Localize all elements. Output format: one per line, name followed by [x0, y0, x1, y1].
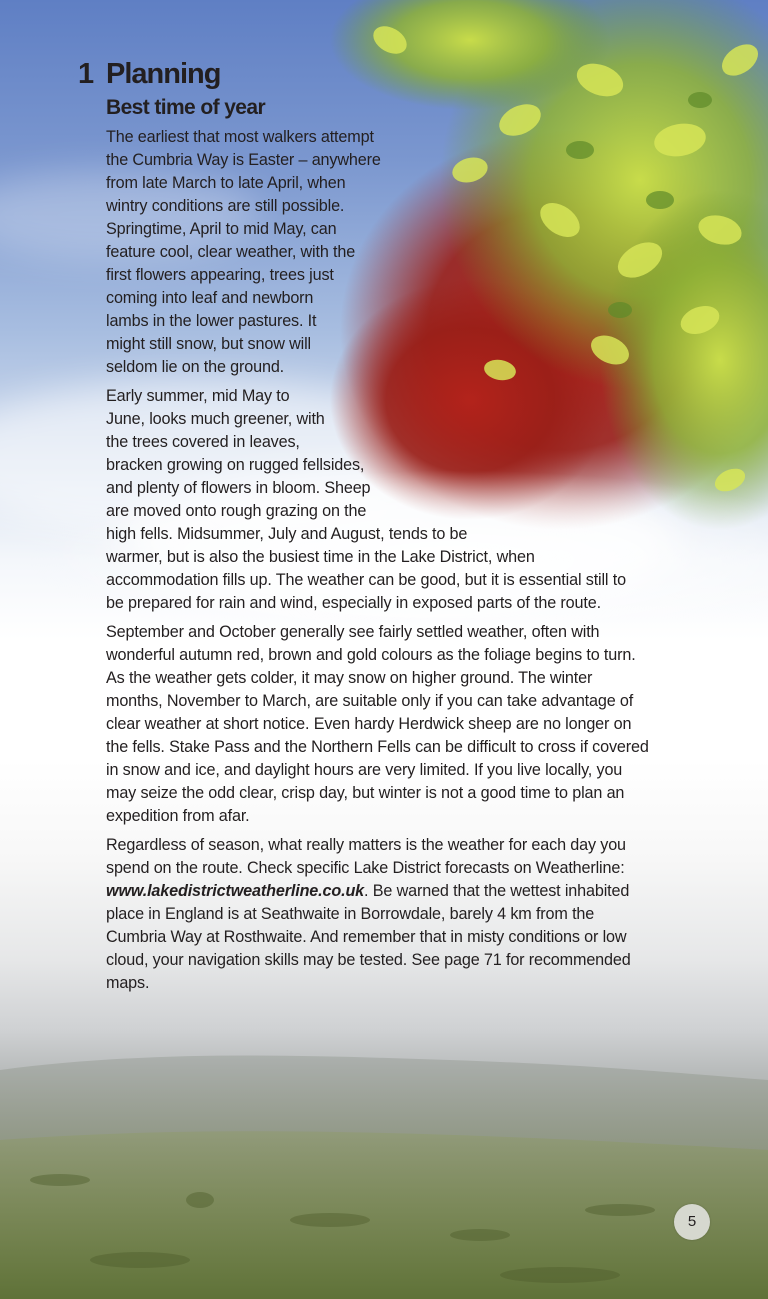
text-line: high fells. Midsummer, July and August, tends to be	[106, 525, 468, 543]
paragraph-weather	[106, 834, 706, 995]
text-line: wonderful autumn red, brown and gold colours as the foliage begins to turn.	[106, 646, 636, 664]
text-line: spend on the route. Check specific Lake District forecasts on Weatherline:	[106, 859, 625, 877]
paragraph-autumn-winter	[106, 621, 706, 828]
body-text	[106, 126, 706, 1001]
text-line: seldom lie on the ground.	[106, 358, 285, 376]
text-line: accommodation fills up. The weather can be good, but it is essential still to	[106, 571, 626, 589]
text-line: clear weather at short notice. Even hardy Herdwick sheep are no longer on	[106, 715, 632, 733]
text-line: lambs in the lower pastures. It	[106, 312, 317, 330]
text-line: expedition from afar.	[106, 807, 250, 825]
text-line: Regardless of season, what really matters is the weather for each day you	[106, 836, 626, 854]
weatherline-link[interactable]: www.lakedistrictweatherline.co.uk	[106, 882, 365, 900]
text-fragment: . Be warned that the wettest inhabited	[364, 882, 630, 900]
text-line	[106, 880, 706, 903]
text-line: maps.	[106, 974, 150, 992]
text-line: place in England is at Seathwaite in Borrowdale, barely 4 km from the	[106, 905, 595, 923]
text-line: are moved onto rough grazing on the	[106, 502, 367, 520]
text-line: the trees covered in leaves,	[106, 433, 300, 451]
text-line: September and October generally see fairly settled weather, often with	[106, 623, 600, 641]
text-line: might still snow, but snow will	[106, 335, 311, 353]
text-line: first flowers appearing, trees just	[106, 266, 334, 284]
text-line: in snow and ice, and daylight hours are very limited. If you live locally, you	[106, 761, 623, 779]
text-line: may seize the odd clear, crisp day, but winter is not a good time to plan an	[106, 784, 625, 802]
text-line: June, looks much greener, with	[106, 410, 325, 428]
paragraph-summer	[106, 385, 706, 615]
text-line: bracken growing on rugged fellsides,	[106, 456, 365, 474]
text-line: Springtime, April to mid May, can	[106, 220, 337, 238]
moorland-hills-image	[0, 1030, 768, 1299]
text-line: the fells. Stake Pass and the Northern Fells can be difficult to cross if covered	[106, 738, 649, 756]
text-line: the Cumbria Way is Easter – anywhere	[106, 151, 381, 169]
text-line: The earliest that most walkers attempt	[106, 128, 374, 146]
text-line: warmer, but is also the busiest time in the Lake District, when	[106, 548, 535, 566]
text-line: Cumbria Way at Rosthwaite. And remember that in misty conditions or low	[106, 928, 627, 946]
text-line: cloud, your navigation skills may be tested. See page 71 for recommended	[106, 951, 631, 969]
text-line: from late March to late April, when	[106, 174, 346, 192]
chapter-title: Planning	[106, 58, 221, 90]
text-line: months, November to March, are suitable only if you can take advantage of	[106, 692, 634, 710]
text-line: wintry conditions are still possible.	[106, 197, 345, 215]
text-line: Early summer, mid May to	[106, 387, 290, 405]
paragraph-spring	[106, 126, 706, 379]
text-line: and plenty of flowers in bloom. Sheep	[106, 479, 371, 497]
chapter-number: 1	[78, 58, 94, 90]
text-line: be prepared for rain and wind, especially in exposed parts of the route.	[106, 594, 601, 612]
text-line: coming into leaf and newborn	[106, 289, 314, 307]
page-number: 5	[674, 1204, 710, 1240]
text-line: As the weather gets colder, it may snow on higher ground. The winter	[106, 669, 593, 687]
section-title: Best time of year	[106, 96, 266, 119]
text-line: feature cool, clear weather, with the	[106, 243, 356, 261]
